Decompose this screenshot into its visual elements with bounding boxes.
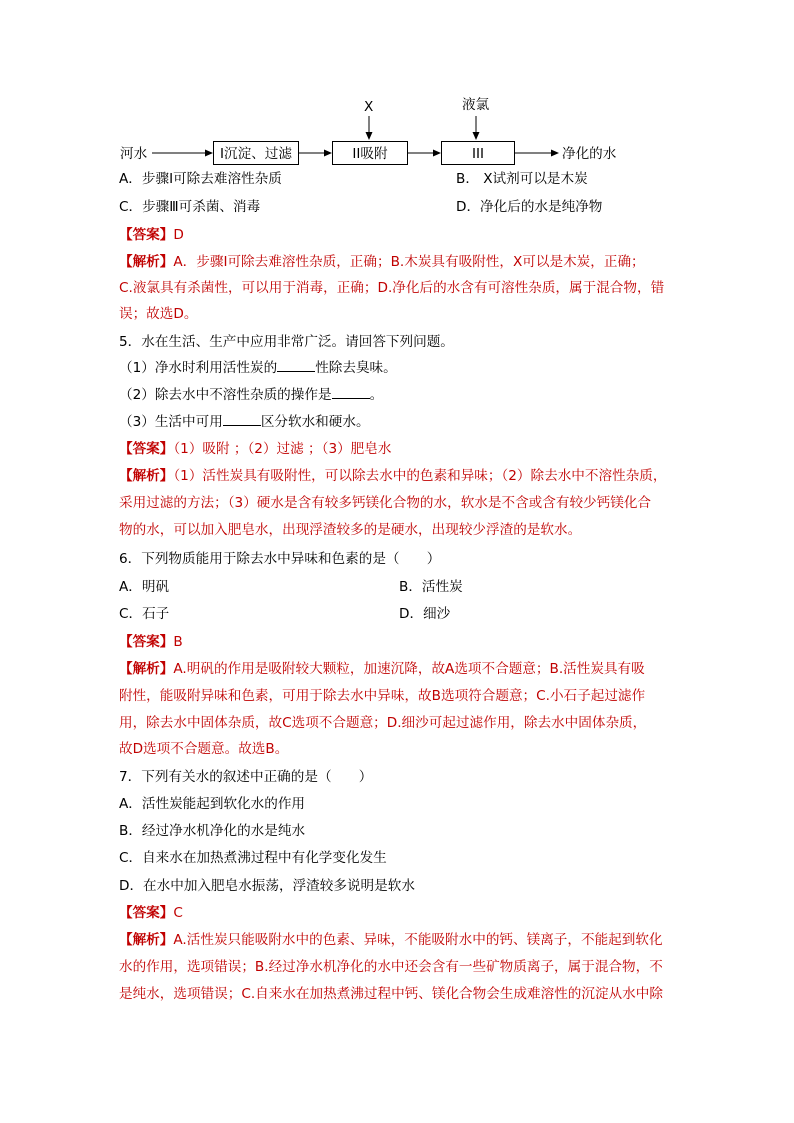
answer-blank[interactable]: [223, 413, 261, 426]
analysis-text: A.活性炭只能吸附水中的色素、异味，不能吸附水中的钙、镁离子，不能起到软化: [173, 932, 663, 948]
diagram-reagent-x: X: [364, 99, 374, 115]
q5-analysis-line-1: [119, 467, 666, 485]
diagram-reagent-cl: 液氯: [462, 97, 490, 113]
analysis-label: 【解析】: [119, 932, 174, 948]
arrowhead-step2-step3: [433, 150, 441, 157]
arrowhead-step1-step2: [324, 150, 332, 157]
answer-label: 【答案】: [119, 441, 174, 457]
answer-value: C: [173, 905, 183, 921]
analysis-label: 【解析】: [119, 661, 174, 677]
q5-sub-3: [119, 413, 370, 431]
q6-option-c: C．石子: [119, 606, 170, 622]
q5-analysis-line-2: 采用过滤的方法；（3）硬水是含有较多钙镁化合物的水，软水是不含或含有较少钙镁化合: [119, 495, 652, 511]
q7-analysis-line-3: 是纯水，选项错误；C.自来水在加热煮沸过程中钙、镁化合物会生成难溶性的沉淀从水中除: [119, 986, 663, 1002]
answer-blank[interactable]: [332, 386, 370, 399]
answer-value: （1）吸附 ；（2）过滤 ；（3）肥皂水: [173, 441, 392, 457]
q7-stem: 7．下列有关水的叙述中正确的是（ ）: [119, 769, 373, 785]
arrowhead-input: [205, 150, 213, 157]
q7-option-b: B．经过净水机净化的水是纯水: [119, 823, 306, 839]
q5-sub-2-pre: （2）除去水中不溶性杂质的操作是: [119, 387, 332, 403]
q4-option-b: B． X试剂可以是木炭: [456, 171, 588, 187]
q6-analysis-line-4: 故D选项不合题意。故选B。: [119, 741, 289, 757]
arrowhead-reagent-x: [366, 132, 373, 140]
q5-sub-1: [119, 359, 397, 377]
q7-analysis-line-1: [119, 931, 663, 949]
diagram-step3-box: III: [441, 141, 515, 165]
q7-option-a: A．活性炭能起到软化水的作用: [119, 796, 306, 812]
q4-analysis-line-3: 误；故选D。: [119, 306, 198, 322]
q7-option-d: D．在水中加入肥皂水振荡，浮渣较多说明是软水: [119, 878, 415, 894]
analysis-label: 【解析】: [119, 254, 174, 270]
q6-analysis-line-3: 用，除去水中固体杂质，故C选项不合题意；D.细沙可起过滤作用，除去水中固体杂质，: [119, 715, 647, 731]
q4-analysis-line-1: [119, 253, 645, 271]
analysis-text: A．步骤Ⅰ可除去难溶性杂质，正确；B.木炭具有吸附性，X可以是木炭，正确；: [173, 254, 645, 270]
q5-sub-2-post: 。: [369, 387, 384, 403]
diagram-step1-box: I沉淀、过滤: [213, 141, 299, 165]
analysis-text: （1）活性炭具有吸附性，可以除去水中的色素和异味；（2）除去水中不溶性杂质，: [173, 468, 667, 484]
arrowhead-reagent-cl: [473, 132, 480, 140]
q4-option-d: D．净化后的水是纯净物: [456, 199, 603, 215]
diagram-step2-box: II吸附: [332, 141, 408, 165]
diagram-input-label: 河水: [120, 146, 148, 162]
q6-option-a: A．明矾: [119, 579, 170, 595]
q5-sub-1-pre: （1）净水时利用活性炭的: [119, 360, 278, 376]
diagram-output-label: 净化的水: [562, 146, 617, 162]
q5-answer: [119, 440, 391, 458]
q6-answer: [119, 633, 183, 651]
q7-option-c: C．自来水在加热煮沸过程中有化学变化发生: [119, 850, 387, 866]
q6-analysis-line-1: [119, 660, 645, 678]
q6-option-d: D．细沙: [399, 606, 451, 622]
q5-sub-3-pre: （3）生活中可用: [119, 414, 223, 430]
answer-label: 【答案】: [119, 227, 174, 243]
q7-answer: [119, 904, 183, 922]
q4-answer: [119, 226, 184, 244]
q6-option-b: B．活性炭: [399, 579, 463, 595]
arrowhead-output: [551, 150, 559, 157]
q5-stem: 5．水在生活、生产中应用非常广泛。请回答下列问题。: [119, 334, 454, 350]
answer-value: D: [173, 227, 184, 243]
analysis-text: A.明矾的作用是吸附较大颗粒，加速沉降，故A选项不合题意；B.活性炭具有吸: [173, 661, 645, 677]
answer-label: 【答案】: [119, 905, 174, 921]
q5-analysis-line-3: 物的水，可以加入肥皂水，出现浮渣较多的是硬水，出现较少浮渣的是软水。: [119, 522, 582, 538]
q4-option-c: C．步骤Ⅲ可杀菌、消毒: [119, 199, 261, 215]
q5-sub-3-post: 区分软水和硬水。: [260, 414, 370, 430]
q5-sub-1-post: 性除去臭味。: [315, 360, 397, 376]
answer-blank[interactable]: [277, 359, 315, 372]
q5-sub-2: [119, 386, 383, 404]
q7-analysis-line-2: 水的作用，选项错误；B.经过净水机净化的水中还会含有一些矿物质离子，属于混合物，不: [119, 959, 663, 975]
answer-value: B: [173, 634, 183, 650]
q4-option-a: A．步骤Ⅰ可除去难溶性杂质: [119, 171, 282, 187]
q6-stem: 6．下列物质能用于除去水中异味和色素的是（ ）: [119, 551, 441, 567]
analysis-label: 【解析】: [119, 468, 174, 484]
q4-analysis-line-2: C.液氯具有杀菌性，可以用于消毒，正确；D.净化后的水含有可溶性杂质，属于混合物，错: [119, 280, 665, 296]
answer-label: 【答案】: [119, 634, 174, 650]
q6-analysis-line-2: 附性，能吸附异味和色素，可用于除去水中异味，故B选项符合题意；C.小石子起过滤作: [119, 688, 646, 704]
